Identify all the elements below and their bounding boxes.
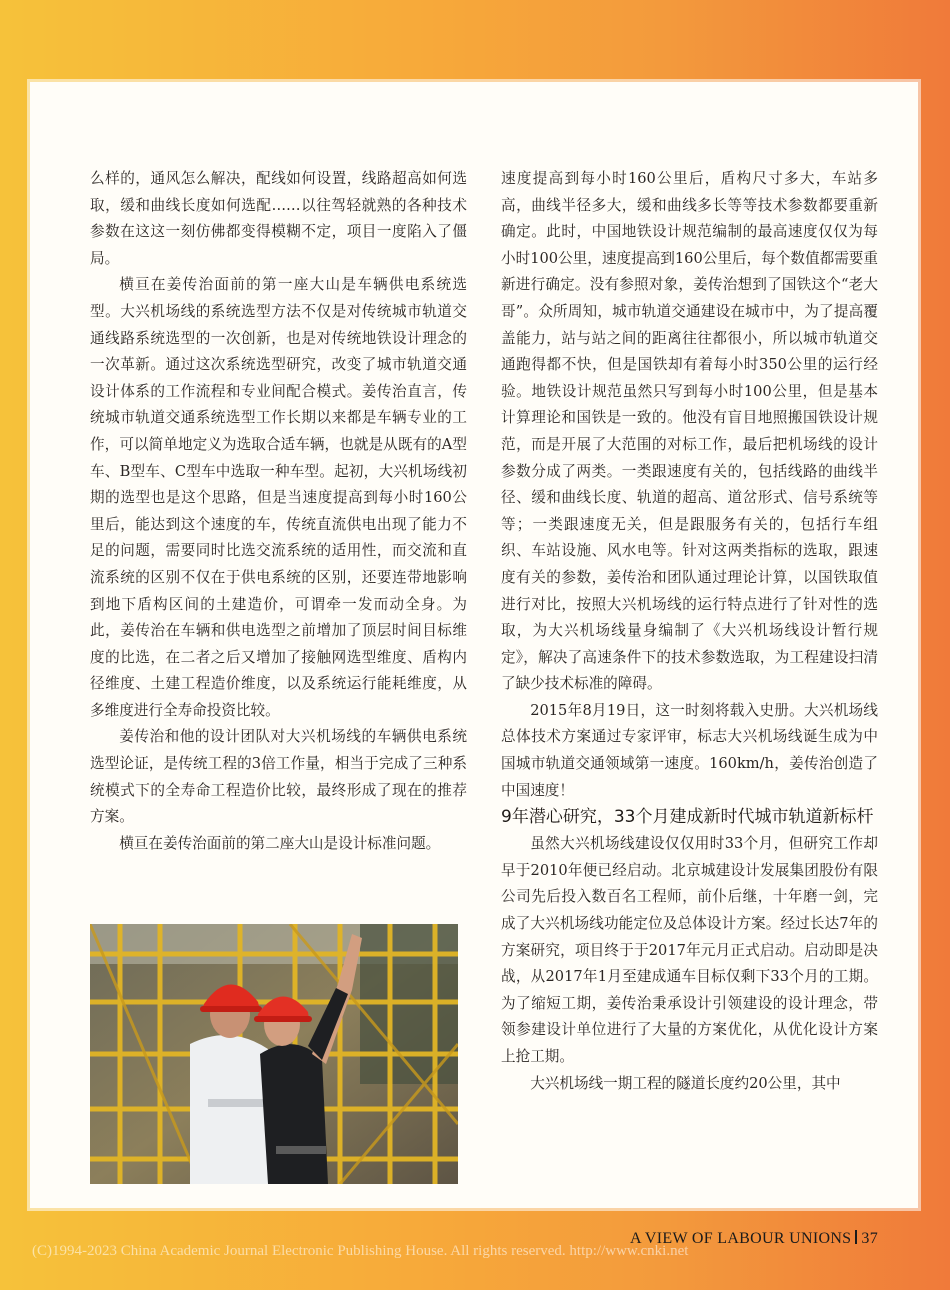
paragraph: 么样的，通风怎么解决，配线如何设置，线路超高如何选取，缓和曲线长度如何选配……以往驾轻就熟的各种技术参数在这这一刻仿佛都变得模糊不定，项目一度陷入了僵局。 [90, 170, 467, 267]
paragraph: 2015年8月19日，这一时刻将载入史册。大兴机场线总体技术方案通过专家评审，标志大兴机场线诞生成为中国城市轨道交通领域第一速度。160km/h，姜传治创造了中国速度！ [501, 701, 878, 799]
right-column [501, 166, 878, 1097]
footer-separator [855, 1230, 857, 1244]
left-column [90, 166, 467, 857]
paragraph: 速度提高到每小时160公里后，盾构尺寸多大，车站多高，曲线半径多大，缓和曲线多长等等技术参数都要重新确定。此时，中国地铁设计规范编制的最高速度仅仅为每小时100公里，速度提高到160公里后，每个数值都需要重新进行确定。没有参照对象，姜传治想到了国铁这个“老大哥”。众所周知，城市轨道交通建设在城市中，为了提高覆盖能力，站与站之间的距离往往都很小，所以城市轨道交通跑得都不快，但是国铁却有着每小时350公里的运行经验。地铁设计规范虽然只写到每小时100公里，但是基本计算理论和国铁是一致的。他没有盲目地照搬国铁设计规范，而是开展了大范围的对标工作，最后把机场线的设计参数分成了两类。一类跟速度有关的，包括线路的曲线半径、缓和曲线长度、轨道的超高、道岔形式、信号系统等等；一类跟速度无关，但是跟服务有关的，包括行车组织、车站设施、风水电等。针对这两类指标的选取，跟速度有关的参数，姜传治和团队通过理论计算，以国铁取值进行对比，按照大兴机场线的运行特点进行了针对性的选取，为大兴机场线量身编制了《大兴机场线设计暂行规定》，解决了高速条件下的技术参数选取，为工程建设扫清了缺少技术标准的障碍。 [501, 170, 878, 693]
paragraph: 横亘在姜传治面前的第一座大山是车辆供电系统选型。大兴机场线的系统选型方法不仅是对传统城市轨道交通线路系统选型的一次创新，也是对传统地铁设计理念的一次革新。通过这次系统选型研究，改变了城市轨道交通设计体系的工作流程和专业间配合模式。姜传治直言，传统城市轨道交通系统选型工作长期以来都是车辆专业的工作，可以简单地定义为选取合适车辆，也就是从既有的A型车、B型车、C型车中选取一种车型。起初，大兴机场线初期的选型也是这个思路，但是当速度提高到每小时160公里后，能达到这个速度的车，传统直流供电出现了能力不足的问题，需要同时比选交流系统的适用性，而交流和直流系统的区别不仅在于供电系统的区别，还要连带地影响到地下盾构区间的土建造价，可谓牵一发而动全身。为此，姜传治在车辆和供电选型之前增加了顶层时间目标维度的比选，在二者之后又增加了接触网选型维度、盾构内径维度、土建工程造价维度，以及系统运行能耗维度，从多维度进行全寿命投资比较。 [90, 276, 467, 719]
page-number: 37 [861, 1230, 878, 1247]
copyright-watermark: (C)1994-2023 China Academic Journal Electronic Publishing House. All rights reserved. http://www.cnki.net [32, 1243, 689, 1259]
paragraph: 大兴机场线一期工程的隧道长度约20公里，其中 [530, 1074, 841, 1092]
paragraph: 姜传治和他的设计团队对大兴机场线的车辆供电系统选型论证，是传统工程的3倍工作量，相当于完成了三种系统模式下的全寿命工程造价比较，最终形成了现在的推荐方案。 [90, 728, 467, 826]
construction-site-photo [90, 924, 458, 1184]
magazine-name: A VIEW OF LABOUR UNIONS [629, 1230, 852, 1247]
paragraph: 虽然大兴机场线建设仅仅用时33个月，但研究工作却早于2010年便已经启动。北京城建设计发展集团股份有限公司先后投入数百名工程师，前仆后继，十年磨一剑，完成了大兴机场线功能定位及总体设计方案。经过长达7年的方案研究，项目终于于2017年元月正式启动。启动即是决战，从2017年1月至建成通车目标仅剩下33个月的工期。为了缩短工期，姜传治秉承设计引领建设的设计理念，带领参建设计单位进行了大量的方案优化，从优化设计方案上抢工期。 [501, 835, 878, 1065]
paragraph: 横亘在姜传治面前的第二座大山是设计标准问题。 [119, 834, 441, 852]
section-heading: 9年潜心研究，33个月建成新时代城市轨道新标杆 [501, 807, 874, 828]
photo-illustration [90, 924, 458, 1184]
